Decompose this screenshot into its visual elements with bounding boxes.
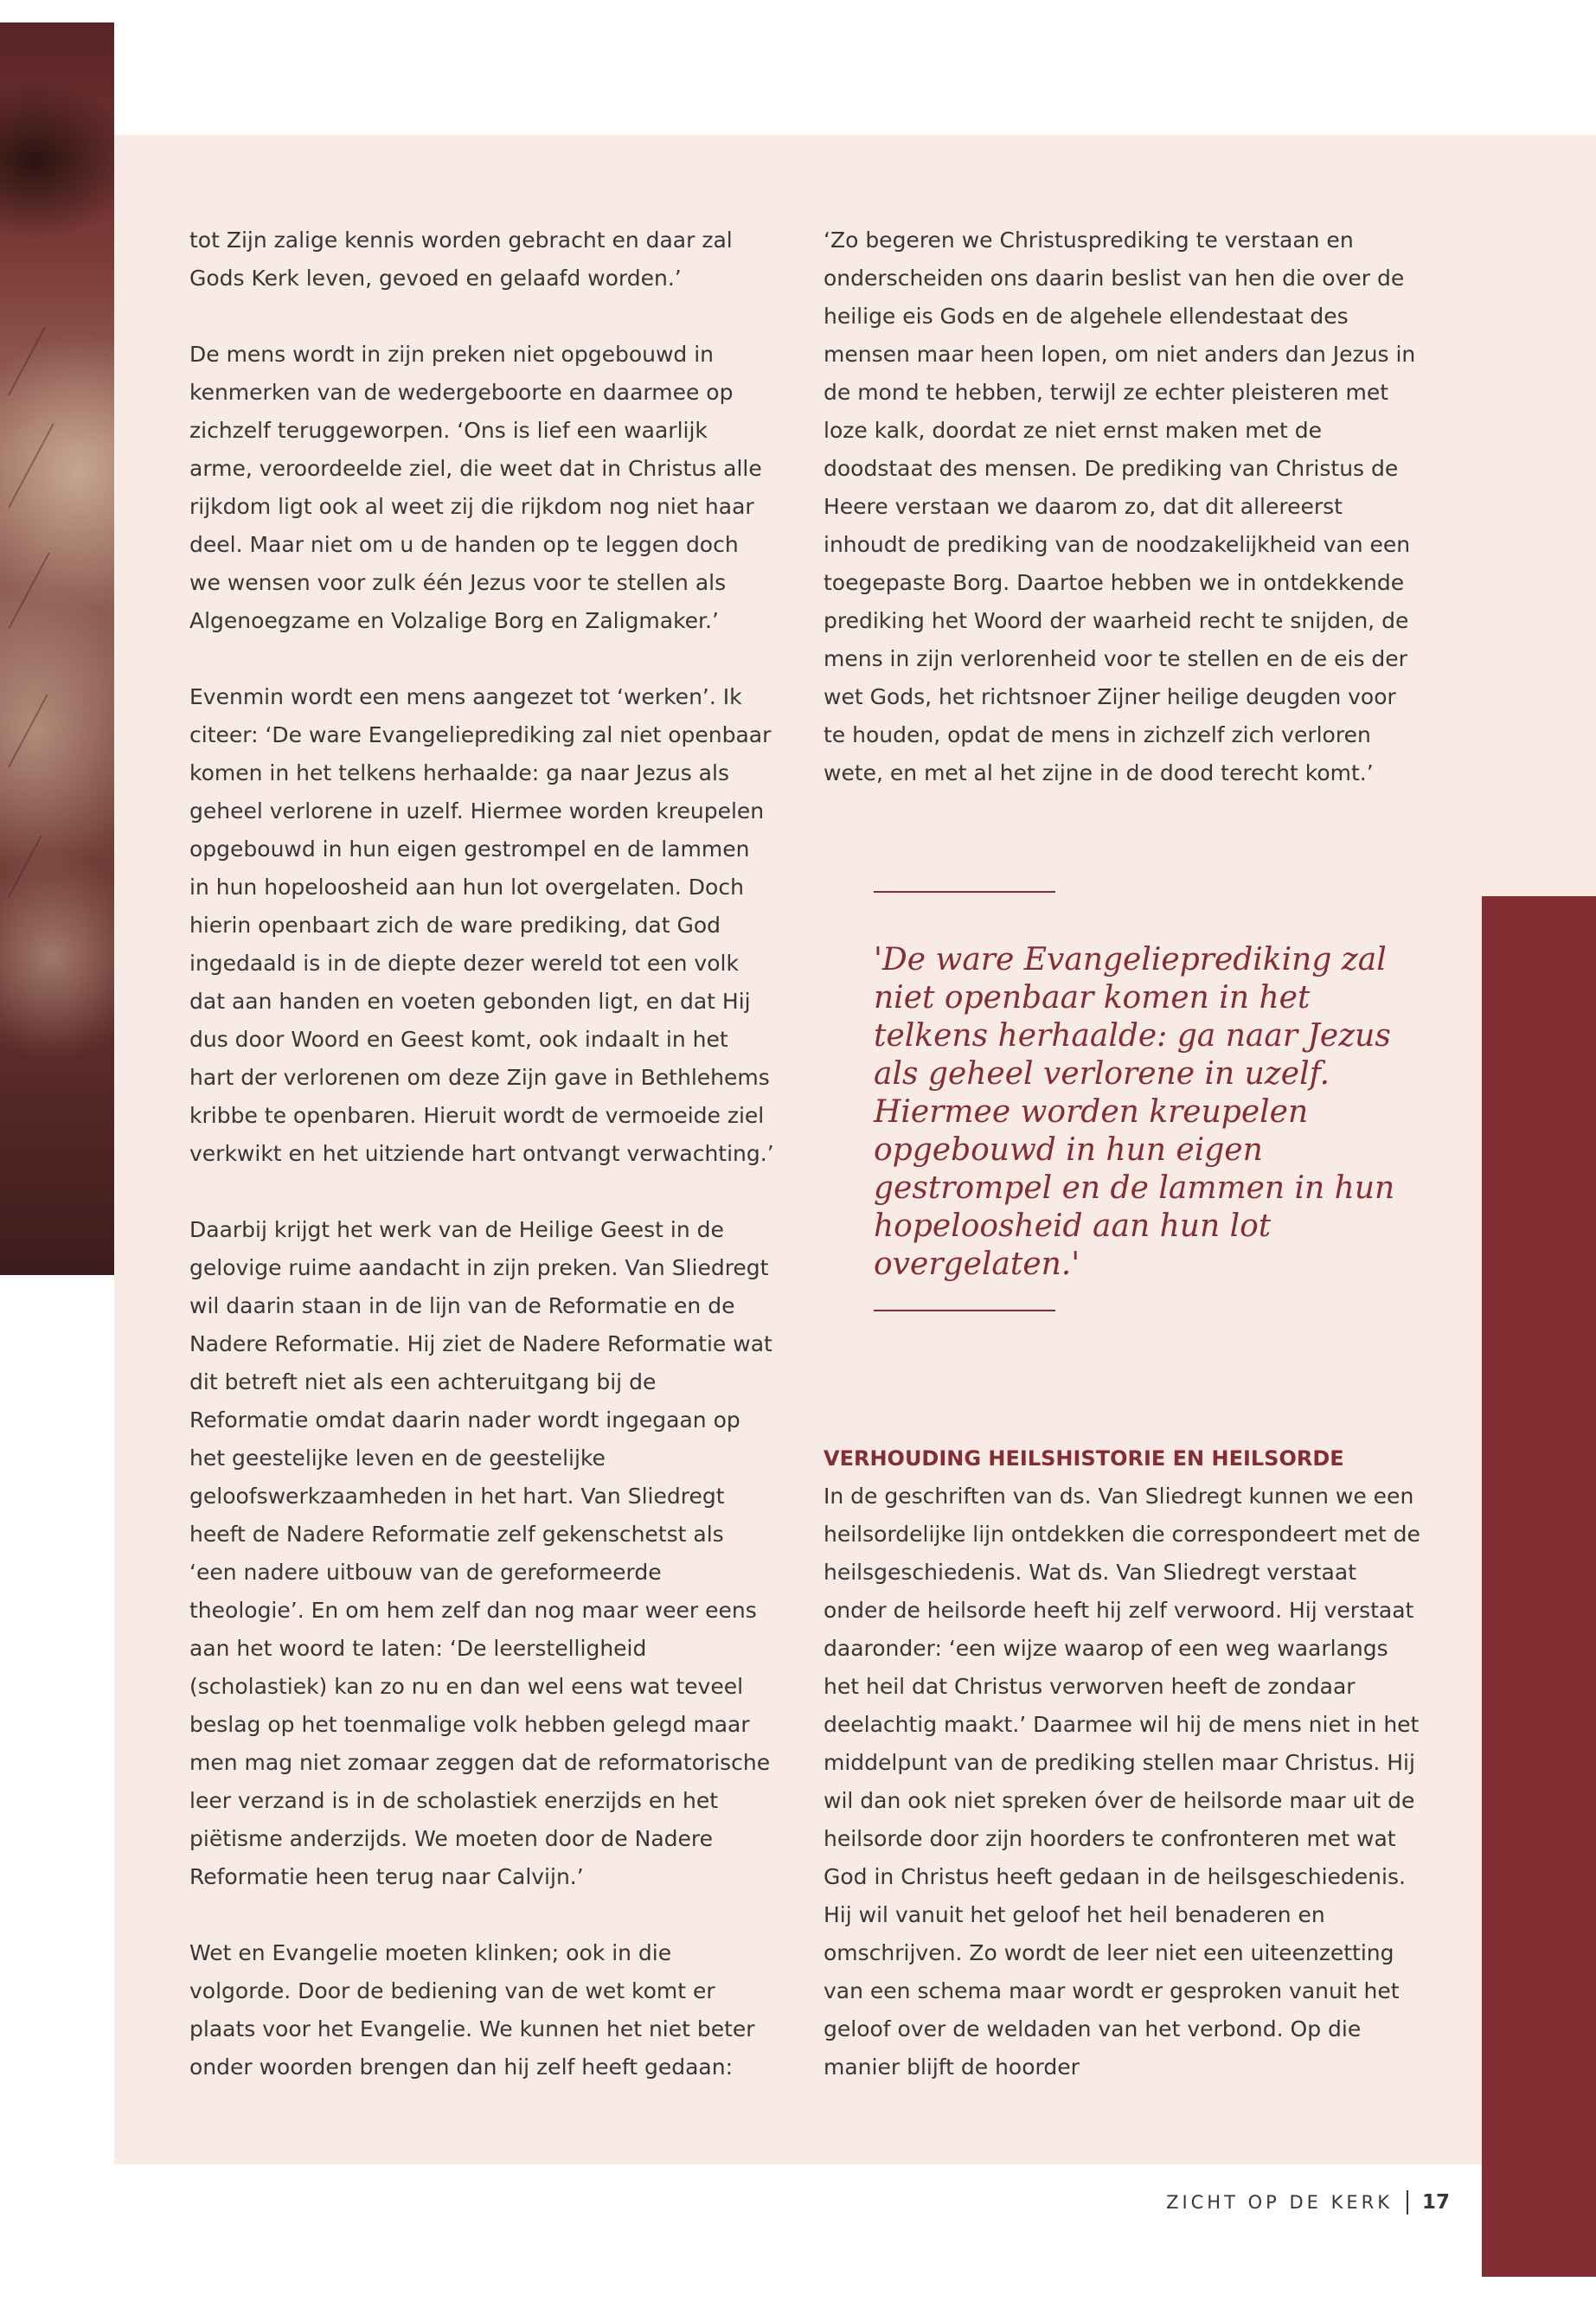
right-column: [824, 221, 1420, 830]
page-number: 17: [1421, 2191, 1450, 2214]
footer-separator: [1407, 2190, 1408, 2214]
left-column: [189, 221, 776, 2125]
accent-band: [1482, 896, 1596, 2277]
section-heading: VERHOUDING HEILSHISTORIE EN HEILSORDE: [824, 1446, 1344, 1471]
decorative-photo-strip: [0, 22, 114, 1275]
divider-top: [874, 891, 1055, 893]
paragraph: Wet en Evangelie moeten klinken; ook in die volgorde. Door de bediening van de wet komt er plaats voor het Evangelie. We kunnen het niet beter onder woorden brengen dan hij zelf heeft gedaan:: [189, 1940, 755, 2080]
page-footer: [1038, 2185, 1450, 2220]
section-body: [824, 1477, 1420, 2086]
pull-quote: [874, 891, 1427, 1284]
pull-quote-text: 'De ware Evangelieprediking zal niet openbaar komen in het telkens herhaalde: ga naar Jezus als geheel verlorene in uzelf. Hiermee worden kreupelen opgebouwd in hun eigen gestrompel en de lammen in hun hopeloosheid aan hun lot overgelaten.': [874, 942, 1395, 1282]
paragraph: De mens wordt in zijn preken niet opgebouwd in kenmerken van de wedergeboorte en daarmee op zichzelf teruggeworpen. ‘Ons is lief een waarlijk arme, veroordeelde ziel, die weet dat in Christus alle rijkdom ligt ook al weet zij die rijkdom nog niet haar deel. Maar niet om u de handen op te leggen doch we wensen voor zulk één Jezus voor te stellen als Algenoegzame en Volzalige Borg en Zaligmaker.’: [189, 342, 762, 633]
divider-bottom: [874, 1310, 1055, 1311]
paragraph: ‘Zo begeren we Christusprediking te verstaan en onderscheiden ons daarin beslist van hen die over de heilige eis Gods en de algehele ellendestaat des mensen maar heen lopen, om niet anders dan Jezus in de mond te hebben, terwijl ze echter pleisteren met loze kalk, doordat ze niet ernst maken met de doodstaat des mensen. De prediking van Christus de Heere verstaan we daarom zo, dat dit allereerst inhoudt de prediking van de noodzakelijkheid van een toegepaste Borg. Daartoe hebben we in ontdekkende prediking het Woord der waarheid recht te snijden, de mens in zijn verlorenheid voor te stellen en de eis der wet Gods, het richtsnoer Zijner heilige deugden voor te houden, opdat de mens in zichzelf zich verloren wete, en met al het zijne in de dood terecht komt.’: [824, 228, 1416, 785]
paragraph: tot Zijn zalige kennis worden gebracht en daar zal Gods Kerk leven, gevoed en gelaafd worden.’: [189, 228, 733, 291]
magazine-title: ZICHT OP DE KERK: [1166, 2192, 1393, 2213]
top-margin: [114, 0, 1596, 135]
paragraph: In de geschriften van ds. Van Sliedregt kunnen we een heilsordelijke lijn ontdekken die correspondeert met de heilsgeschiedenis. Wat ds. Van Sliedregt verstaat onder de heilsorde heeft hij zelf verwoord. Hij verstaat daaronder: ‘een wijze waarop of een weg waarlangs het heil dat Christus verworven heeft de zondaar deelachtig maakt.’ Daarmee wil hij de mens niet in het middelpunt van de prediking stellen maar Christus. Hij wil dan ook niet spreken óver de heilsorde maar uit de heilsorde door zijn hoorders te confronteren met wat God in Christus heeft gedaan in de heilsgeschiedenis. Hij wil vanuit het geloof het heil benaderen en omschrijven. Zo wordt de leer niet een uiteenzetting van een schema maar wordt er gesproken vanuit het geloof over de weldaden van het verbond. Op die manier blijft de hoorder: [824, 1484, 1420, 2080]
paragraph: Daarbij krijgt het werk van de Heilige Geest in de gelovige ruime aandacht in zijn preken. Van Sliedregt wil daarin staan in de lijn van de Reformatie en de Nadere Reformatie. Hij ziet de Nadere Reformatie wat dit betreft niet als een achteruitgang bij de Reformatie omdat daarin nader wordt ingegaan op het geestelijke leven en de geestelijke geloofswerkzaamheden in het hart. Van Sliedregt heeft de Nadere Reformatie zelf gekenschetst als ‘een nadere uitbouw van de gereformeerde theologie’. En om hem zelf dan nog maar weer eens aan het woord te laten: ‘De leerstelligheid (scholastiek) kan zo nu en dan wel eens wat teveel beslag op het toenmalige volk hebben gelegd maar men mag niet zomaar zeggen dat de reformatorische leer verzand is in de scholastiek enerzijds en het piëtisme anderzijds. We moeten door de Nadere Reformatie heen terug naar Calvijn.’: [189, 1217, 772, 1889]
paragraph: Evenmin wordt een mens aangezet tot ‘werken’. Ik citeer: ‘De ware Evangelieprediking zal niet openbaar komen in het telkens herhaalde: ga naar Jezus als geheel verlorene in uzelf. Hiermee worden kreupelen opgebouwd in hun eigen gestrompel en de lammen in hun hopeloosheid aan hun lot overgelaten. Doch hierin openbaart zich de ware prediking, dat God ingedaald is in de diepte dezer wereld tot een volk dat aan handen en voeten gebonden ligt, en dat Hij dus door Woord en Geest komt, ook indaalt in het hart der verlorenen om deze Zijn gave in Bethlehems kribbe te openbaren. Hieruit wordt de vermoeide ziel verkwikt en het uitziende hart ontvangt verwachting.’: [189, 684, 774, 1166]
